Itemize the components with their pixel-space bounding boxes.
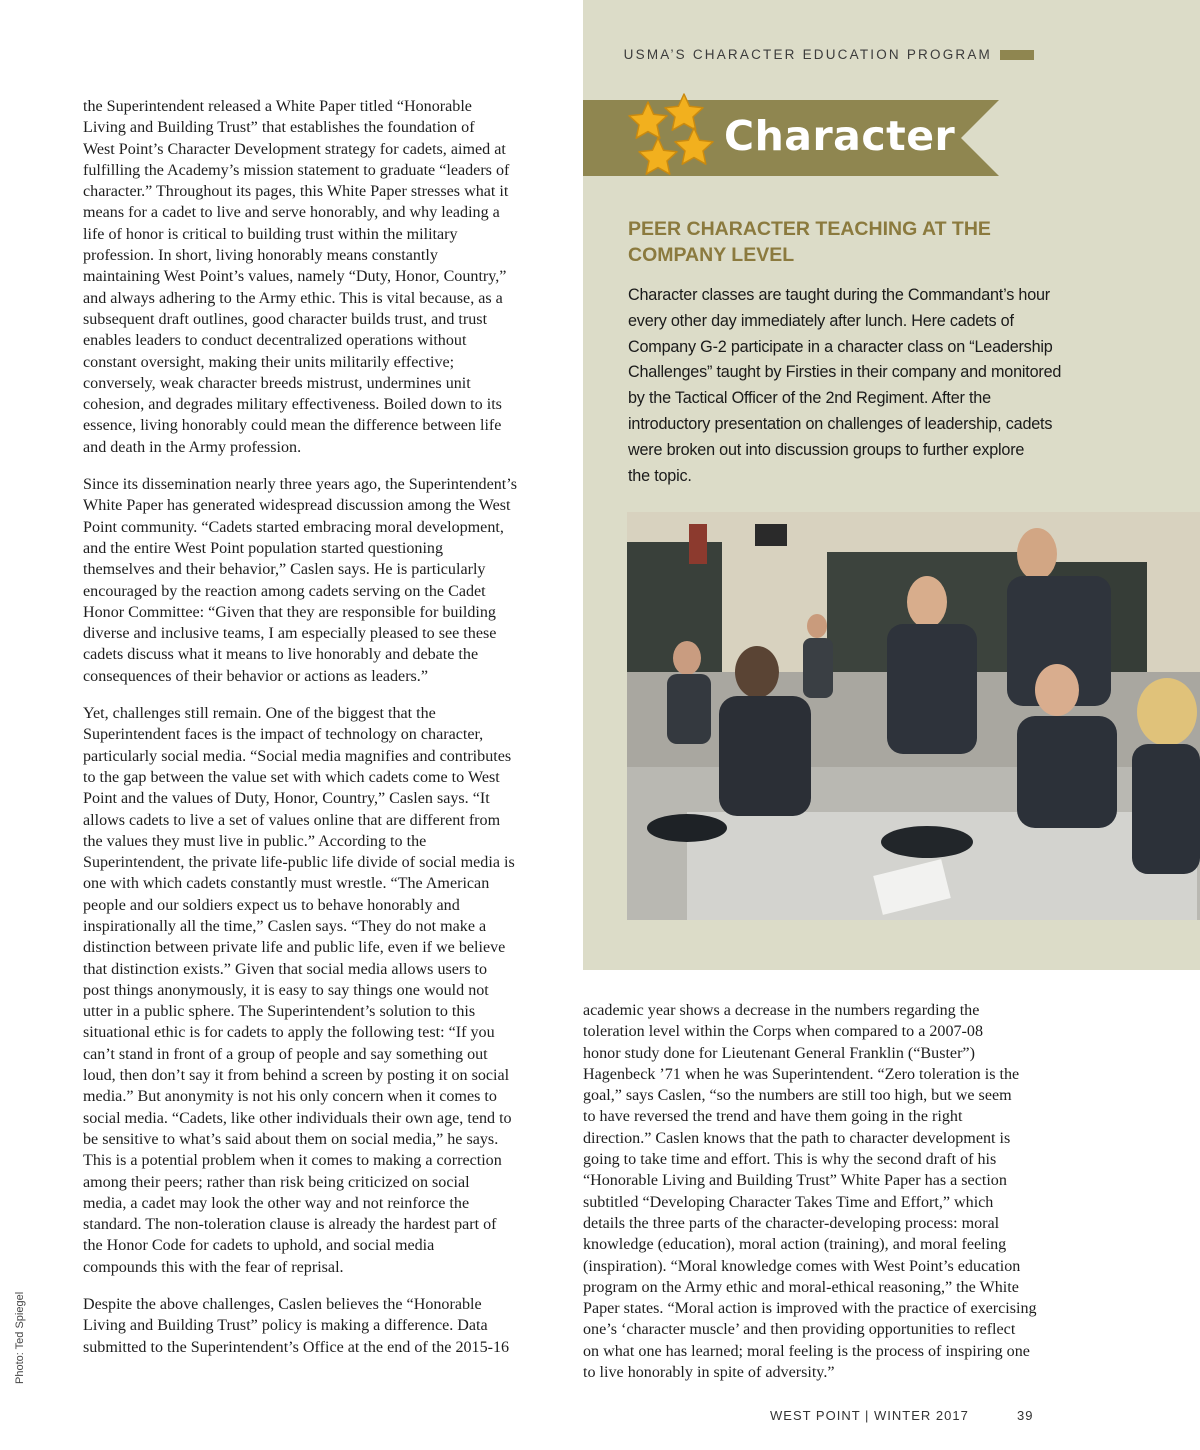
- text-line: themselves and their behavior,” Caslen says. He is particularly: [83, 561, 486, 579]
- text-line: Superintendent faces is the impact of technology on character,: [83, 726, 484, 744]
- article-column-left: [83, 96, 563, 1374]
- text-line: honor study done for Lieutenant General Franklin (“Buster”): [583, 1044, 975, 1062]
- text-line: Living and Building Trust” that establishes the foundation of: [83, 119, 475, 137]
- text-line: diverse and inclusive teams, I am especially pleased to see these: [83, 625, 497, 643]
- text-line: goal,” says Caslen, “so the numbers are still too high, but we seem: [583, 1087, 1012, 1105]
- text-line: and always adhering to the Army ethic. This is vital because, as a: [83, 289, 503, 307]
- text-line: that distinction exists.” Given that social media allows users to: [83, 960, 488, 978]
- caption-line: Character classes are taught during the Commandant’s hour: [628, 286, 1051, 304]
- text-line: cadets discuss what it means to live honorably and debate the: [83, 646, 479, 664]
- text-line: Despite the above challenges, Caslen believes the “Honorable: [83, 1296, 482, 1314]
- text-line: people and our soldiers expect us to behave honorably and: [83, 896, 460, 914]
- caption-line: the topic.: [628, 466, 692, 485]
- text-line: allows cadets to live a set of values online that are different from: [83, 811, 501, 829]
- text-line: and the entire West Point population started questioning: [83, 539, 444, 557]
- paragraph: [83, 474, 563, 687]
- caption-line: by the Tactical Officer of the 2nd Regiment. After the: [628, 389, 991, 408]
- text-line: profession. In short, living honorably means constantly: [83, 247, 438, 265]
- text-line: Paper states. “Moral action is improved with the practice of exercising: [583, 1300, 1037, 1318]
- text-line: can’t stand in front of a group of people and say something out: [83, 1045, 488, 1063]
- text-line: cohesion, and degrades military effectiveness. Boiled down to its: [83, 396, 502, 414]
- text-line: one’s ‘character muscle’ and then providing opportunities to reflect: [583, 1321, 1016, 1339]
- text-line: essence, living honorably could mean the difference between life: [83, 417, 502, 435]
- text-line: West Point’s Character Development strategy for cadets, aimed at: [83, 140, 506, 158]
- text-line: distinction between private life and public life, even if we believe: [83, 939, 506, 957]
- text-line: the Superintendent released a White Paper titled “Honorable: [83, 98, 472, 115]
- text-line: fulfilling the Academy’s mission statement to graduate “leaders of: [83, 161, 510, 179]
- text-line: Living and Building Trust” policy is making a difference. Data: [83, 1317, 488, 1335]
- text-line: one with which cadets constantly must wrestle. “The American: [83, 875, 490, 893]
- text-line: academic year shows a decrease in the numbers regarding the: [583, 1002, 980, 1019]
- text-line: details the three parts of the character-developing process: moral: [583, 1214, 1000, 1232]
- text-line: character.” Throughout its pages, this White Paper stresses what it: [83, 183, 509, 201]
- text-line: This is a potential problem when it comes to making a correction: [83, 1152, 502, 1170]
- paragraph: [83, 96, 563, 458]
- text-line: conversely, weak character breeds mistrust, undermines unit: [83, 374, 471, 392]
- classroom-photo: [627, 512, 1200, 920]
- text-line: post things anonymously, it is easy to say things one would not: [83, 981, 489, 999]
- text-line: the Honor Code for cadets to uphold, and social media: [83, 1237, 435, 1255]
- text-line: the values they must live in public.” According to the: [83, 832, 427, 850]
- caption-line: introductory presentation on challenges of leadership, cadets: [628, 414, 1053, 433]
- photo-credit: Photo: Ted Spiegel: [14, 1291, 26, 1384]
- text-line: encouraged by the reaction among cadets serving on the Cadet: [83, 582, 486, 600]
- sidebar-caption: [628, 283, 1088, 489]
- text-line: to have reversed the trend and have them going in the right: [583, 1108, 963, 1126]
- text-line: subtitled “Developing Character Takes Time and Effort,” which: [583, 1193, 994, 1211]
- text-line: direction.” Caslen knows that the path to character development is: [583, 1129, 1011, 1147]
- text-line: Hagenbeck ’71 when he was Superintendent. “Zero toleration is the: [583, 1065, 1020, 1083]
- article-column-right: [583, 1000, 1063, 1399]
- caption-line: were broken out into discussion groups to further explore: [628, 440, 1025, 459]
- text-line: maintaining West Point’s values, namely “Duty, Honor, Country,”: [83, 268, 507, 286]
- text-line: Point community. “Cadets started embracing moral development,: [83, 518, 504, 536]
- text-line: to the gap between the value set with which cadets come to West: [83, 768, 500, 786]
- text-line: Yet, challenges still remain. One of the biggest that the: [83, 705, 436, 723]
- text-line: White Paper has generated widespread discussion among the West: [83, 497, 511, 515]
- text-line: “Honorable Living and Building Trust” White Paper has a section: [583, 1172, 1007, 1190]
- text-line: among their peers; rather than risk being criticized on social: [83, 1173, 470, 1191]
- text-line: utter in a public sphere. The Superintendent’s solution to this: [83, 1003, 476, 1021]
- text-line: going to take time and effort. This is why the second draft of his: [583, 1151, 997, 1169]
- paragraph: [83, 1294, 563, 1358]
- caption-line: every other day immediately after lunch. Here cadets of: [628, 311, 1014, 330]
- text-line: standard. The non-toleration clause is already the hardest part of: [83, 1216, 497, 1234]
- text-line: toleration level within the Corps when compared to a 2007-08: [583, 1023, 984, 1041]
- paragraph: [83, 703, 563, 1278]
- text-line: social media. “Cadets, like other individuals their own age, tend to: [83, 1109, 512, 1127]
- text-line: constant oversight, making their units militarily effective;: [83, 353, 455, 371]
- caption-line: Company G-2 participate in a character class on “Leadership: [628, 337, 1053, 356]
- text-line: particularly social media. “Social media magnifies and contributes: [83, 747, 512, 765]
- text-line: consequences of their behavior or actions as leaders.”: [83, 667, 428, 685]
- text-line: inspirationally all the time,” Caslen says. “They do not make a: [83, 917, 487, 935]
- text-line: to live honorably in spite of adversity.”: [583, 1364, 835, 1382]
- sidebar-heading-line: COMPANY LEVEL: [628, 244, 795, 266]
- caption-line: Challenges” taught by Firsties in their company and monitored: [628, 363, 1062, 382]
- text-line: Point and the values of Duty, Honor, Country,” Caslen says. “It: [83, 790, 490, 808]
- text-line: on what one has learned; moral feeling is the process of inspiring one: [583, 1342, 1030, 1360]
- text-line: subsequent draft outlines, good character builds trust, and trust: [83, 310, 488, 328]
- paragraph: [583, 1000, 1063, 1383]
- text-line: Since its dissemination nearly three years ago, the Superintendent’s: [83, 476, 517, 494]
- text-line: submitted to the Superintendent’s Office at the end of the 2015-16: [83, 1338, 510, 1356]
- stars-icon: [618, 92, 718, 184]
- text-line: be sensitive to what’s said about them on social media,” he says.: [83, 1130, 499, 1148]
- banner-title: Character: [724, 112, 956, 160]
- footer-publication: WEST POINT | WINTER 2017: [770, 1408, 969, 1423]
- text-line: media.” But anonymity is not his only concern when it comes to: [83, 1088, 497, 1106]
- text-line: situational ethic is for cadets to apply the following test: “If you: [83, 1024, 495, 1042]
- text-line: Superintendent, the private life-public life divide of social media is: [83, 854, 515, 872]
- text-line: and death in the Army profession.: [83, 438, 302, 456]
- text-line: Honor Committee: “Given that they are responsible for building: [83, 603, 496, 621]
- section-label: USMA’S CHARACTER EDUCATION PROGRAM: [623, 47, 992, 62]
- text-line: knowledge (education), moral action (training), and moral feeling: [583, 1236, 1007, 1254]
- text-line: life of honor is critical to building trust within the military: [83, 225, 458, 243]
- text-line: media, a cadet may look the other way and not reinforce the: [83, 1194, 470, 1212]
- section-label-bar: [1000, 50, 1034, 60]
- text-line: compounds this with the fear of reprisal.: [83, 1258, 344, 1276]
- text-line: (inspiration). “Moral knowledge comes with West Point’s education: [583, 1257, 1021, 1275]
- text-line: program on the Army ethic and moral-ethical reasoning,” the White: [583, 1278, 1019, 1296]
- sidebar-heading-line: PEER CHARACTER TEACHING AT THE: [628, 218, 991, 240]
- text-line: enables leaders to conduct decentralized operations without: [83, 332, 467, 350]
- text-line: loud, then don’t say it from behind a screen by posting it on social: [83, 1067, 510, 1085]
- page-number: 39: [1017, 1408, 1034, 1423]
- text-line: means for a cadet to live and serve honorably, and why leading a: [83, 204, 500, 222]
- sidebar-heading: [628, 216, 1068, 268]
